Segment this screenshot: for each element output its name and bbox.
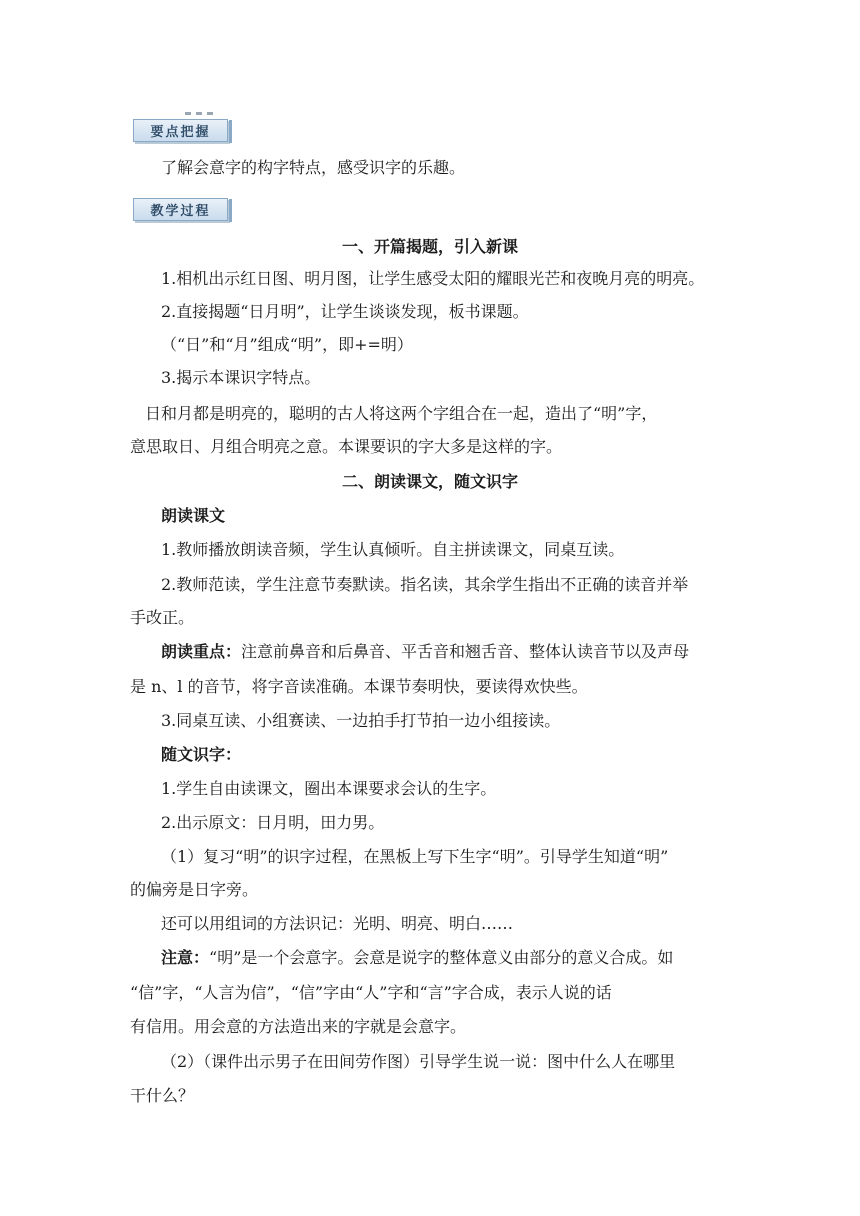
literacy-heading: 随文识字： <box>161 745 242 764</box>
section-1-title: 一、开篇揭题，引入新课 <box>341 237 518 256</box>
s1-paragraph-3: （“日”和“月”组成“明”，即+=明） <box>161 335 413 354</box>
section-2-title: 二、朗读课文，随文识字 <box>341 472 518 491</box>
key-points-badge <box>133 119 228 142</box>
reading-paragraph-3: 3.同桌互读、小组赛读、一边拍手打节拍一边小组接读。 <box>161 711 561 730</box>
s1-paragraph-5-line-1: 日和月都是明亮的，聪明的古人将这两个字组合在一起，造出了“明”字， <box>145 404 658 423</box>
literacy-paragraph-1: 1.学生自由读课文，圈出本课要求会认的生字。 <box>161 779 497 798</box>
reading-focus-label: 朗读重点： <box>161 642 242 661</box>
literacy-paragraph-5-line-1: （2）（课件出示男子在田间劳作图）引导学生说一说：图中什么人在哪里 <box>161 1052 676 1071</box>
key-points-badge-label: 要点把握 <box>150 125 211 140</box>
note-text: “明”是一个会意字。会意是说字的整体意义由部分的意义合成。如 <box>209 948 674 967</box>
s1-paragraph-1: 1.相机出示红日图、明月图，让学生感受太阳的耀眼光芒和夜晚月亮的明亮。 <box>161 269 705 288</box>
teaching-process-badge <box>133 198 228 221</box>
reading-paragraph-1: 1.教师播放朗读音频，学生认真倾听。自主拼读课文，同桌互读。 <box>161 540 625 559</box>
s1-paragraph-4: 3.揭示本课识字特点。 <box>161 368 321 387</box>
reading-paragraph-2-line-2: 手改正。 <box>130 608 195 627</box>
reading-heading: 朗读课文 <box>161 506 226 525</box>
literacy-paragraph-2: 2.出示原文：日月明，田力男。 <box>161 813 385 832</box>
teaching-process-badge-label: 教学过程 <box>150 204 211 219</box>
note-line-3: 有信用。用会意的方法造出来的字就是会意字。 <box>130 1017 467 1036</box>
reading-focus-line-1 <box>161 642 689 662</box>
reading-focus-line-2: 是 n、l 的音节，将字音读准确。本课节奏明快，要读得欢快些。 <box>130 677 588 696</box>
reading-focus-text: 注意前鼻音和后鼻音、平舌音和翘舌音、整体认读音节以及声母 <box>241 642 690 661</box>
cropped-header-fragment <box>185 100 227 104</box>
literacy-paragraph-5-line-2: 干什么？ <box>130 1086 195 1105</box>
key-points-text: 了解会意字的构字特点，感受识字的乐趣。 <box>161 158 466 177</box>
literacy-paragraph-4: 还可以用组词的方法识记：光明、明亮、明白…… <box>161 914 514 933</box>
s1-paragraph-5-line-2: 意思取日、月组合明亮之意。本课要识的字大多是这样的字。 <box>130 437 563 456</box>
note-line-1 <box>161 948 673 968</box>
literacy-paragraph-3-line-1: （1）复习“明”的识字过程，在黑板上写下生字“明”。引导学生知道“明” <box>161 847 669 866</box>
note-label: 注意： <box>161 948 210 967</box>
literacy-paragraph-3-line-2: 的偏旁是日字旁。 <box>130 880 259 899</box>
s1-paragraph-2: 2.直接揭题“日月明”，让学生谈谈发现，板书课题。 <box>161 302 529 321</box>
reading-paragraph-2-line-1: 2.教师范读，学生注意节奏默读。指名读，其余学生指出不正确的读音并举 <box>161 575 689 594</box>
note-line-2: “信”字，“人言为信”，“信”字由“人”字和“言”字合成，表示人说的话 <box>130 983 612 1002</box>
